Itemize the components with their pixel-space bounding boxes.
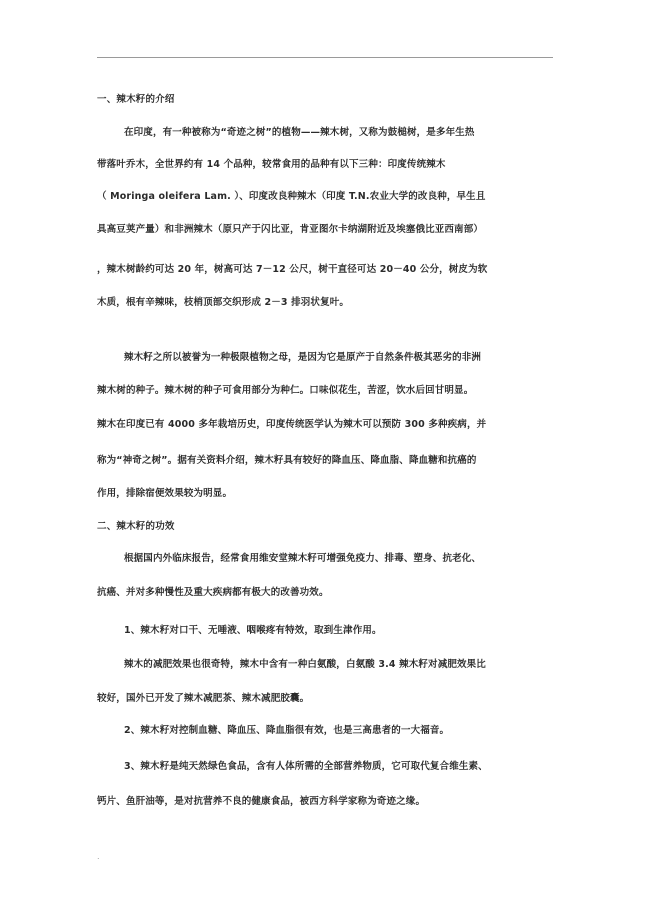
list-item: 2、辣木籽对控制血糖、降血压、降血脂很有效，也是三高患者的一大福音。 <box>124 725 450 736</box>
section2-heading: 二、辣木籽的功效 <box>97 521 175 532</box>
paragraph-line: 较好，国外已开发了辣木减肥茶、辣木减肥胶囊。 <box>97 693 310 704</box>
paragraph-line: 抗癌、并对多种慢性及重大疾病都有极大的改善功效。 <box>97 587 329 598</box>
paragraph-line: 辣木在印度已有 4000 多年栽培历史，印度传统医学认为辣木可以预防 300 多种疾病，并 <box>97 419 487 430</box>
paragraph-line: （ Moringa oleifera Lam. ）、印度改良种辣木（印度 T.N.农业大学的改良种，早生且 <box>97 191 486 202</box>
paragraph-line: 木质，根有辛辣味，枝梢顶部交织形成 2－3 排羽状复叶。 <box>97 297 350 308</box>
list-item: 3、辣木籽是纯天然绿色食品，含有人体所需的全部营养物质，它可取代复合维生素、 <box>124 761 488 772</box>
paragraph-line: 带落叶乔木，全世界约有 14 个品种，较常食用的品种有以下三种：印度传统辣木 <box>97 159 446 170</box>
paragraph-line: 作用，排除宿便效果较为明显。 <box>97 488 233 499</box>
paragraph-line: 具高豆荚产量）和非洲辣木（原只产于闪比亚，肯亚图尔卡纳湖附近及埃塞俄比亚西南部） <box>97 224 484 235</box>
paragraph-line: 在印度，有一种被称为“奇迹之树”的植物——辣木树，又称为鼓槌树，是多年生热 <box>124 127 475 138</box>
section1-heading: 一、辣木籽的介绍 <box>97 94 175 105</box>
footer-mark: . <box>97 852 100 861</box>
header-rule <box>97 57 553 58</box>
paragraph-line: 称为“神奇之树”。据有关资料介绍，辣木籽具有较好的降血压、降血脂、降血糖和抗癌的 <box>97 455 477 466</box>
paragraph-line: 根据国内外临床报告，经常食用维安堂辣木籽可增强免疫力、排毒、塑身、抗老化、 <box>124 553 482 564</box>
paragraph-line: 辣木籽之所以被誉为一种极限植物之母，是因为它是原产于自然条件极其恶劣的非洲 <box>124 352 482 363</box>
paragraph-line: ，辣木树龄约可达 20 年，树高可达 7－12 公尺，树干直径可达 20－40 公分，树皮为软 <box>97 264 488 275</box>
paragraph-line: 辣木树的种子。辣木树的种子可食用部分为种仁。口味似花生，苦涩，饮水后回甘明显。 <box>97 385 474 396</box>
list-item: 1、辣木籽对口干、无唾液、咽喉疼有特效，取到生津作用。 <box>124 625 382 636</box>
list-item: 钙片、鱼肝油等，是对抗营养不良的健康食品，被西方科学家称为奇迹之缘。 <box>97 796 426 807</box>
paragraph-line: 辣木的减肥效果也很奇特，辣木中含有一种白氨酸，白氨酸 3.4 辣木籽对减肥效果比 <box>124 659 486 670</box>
